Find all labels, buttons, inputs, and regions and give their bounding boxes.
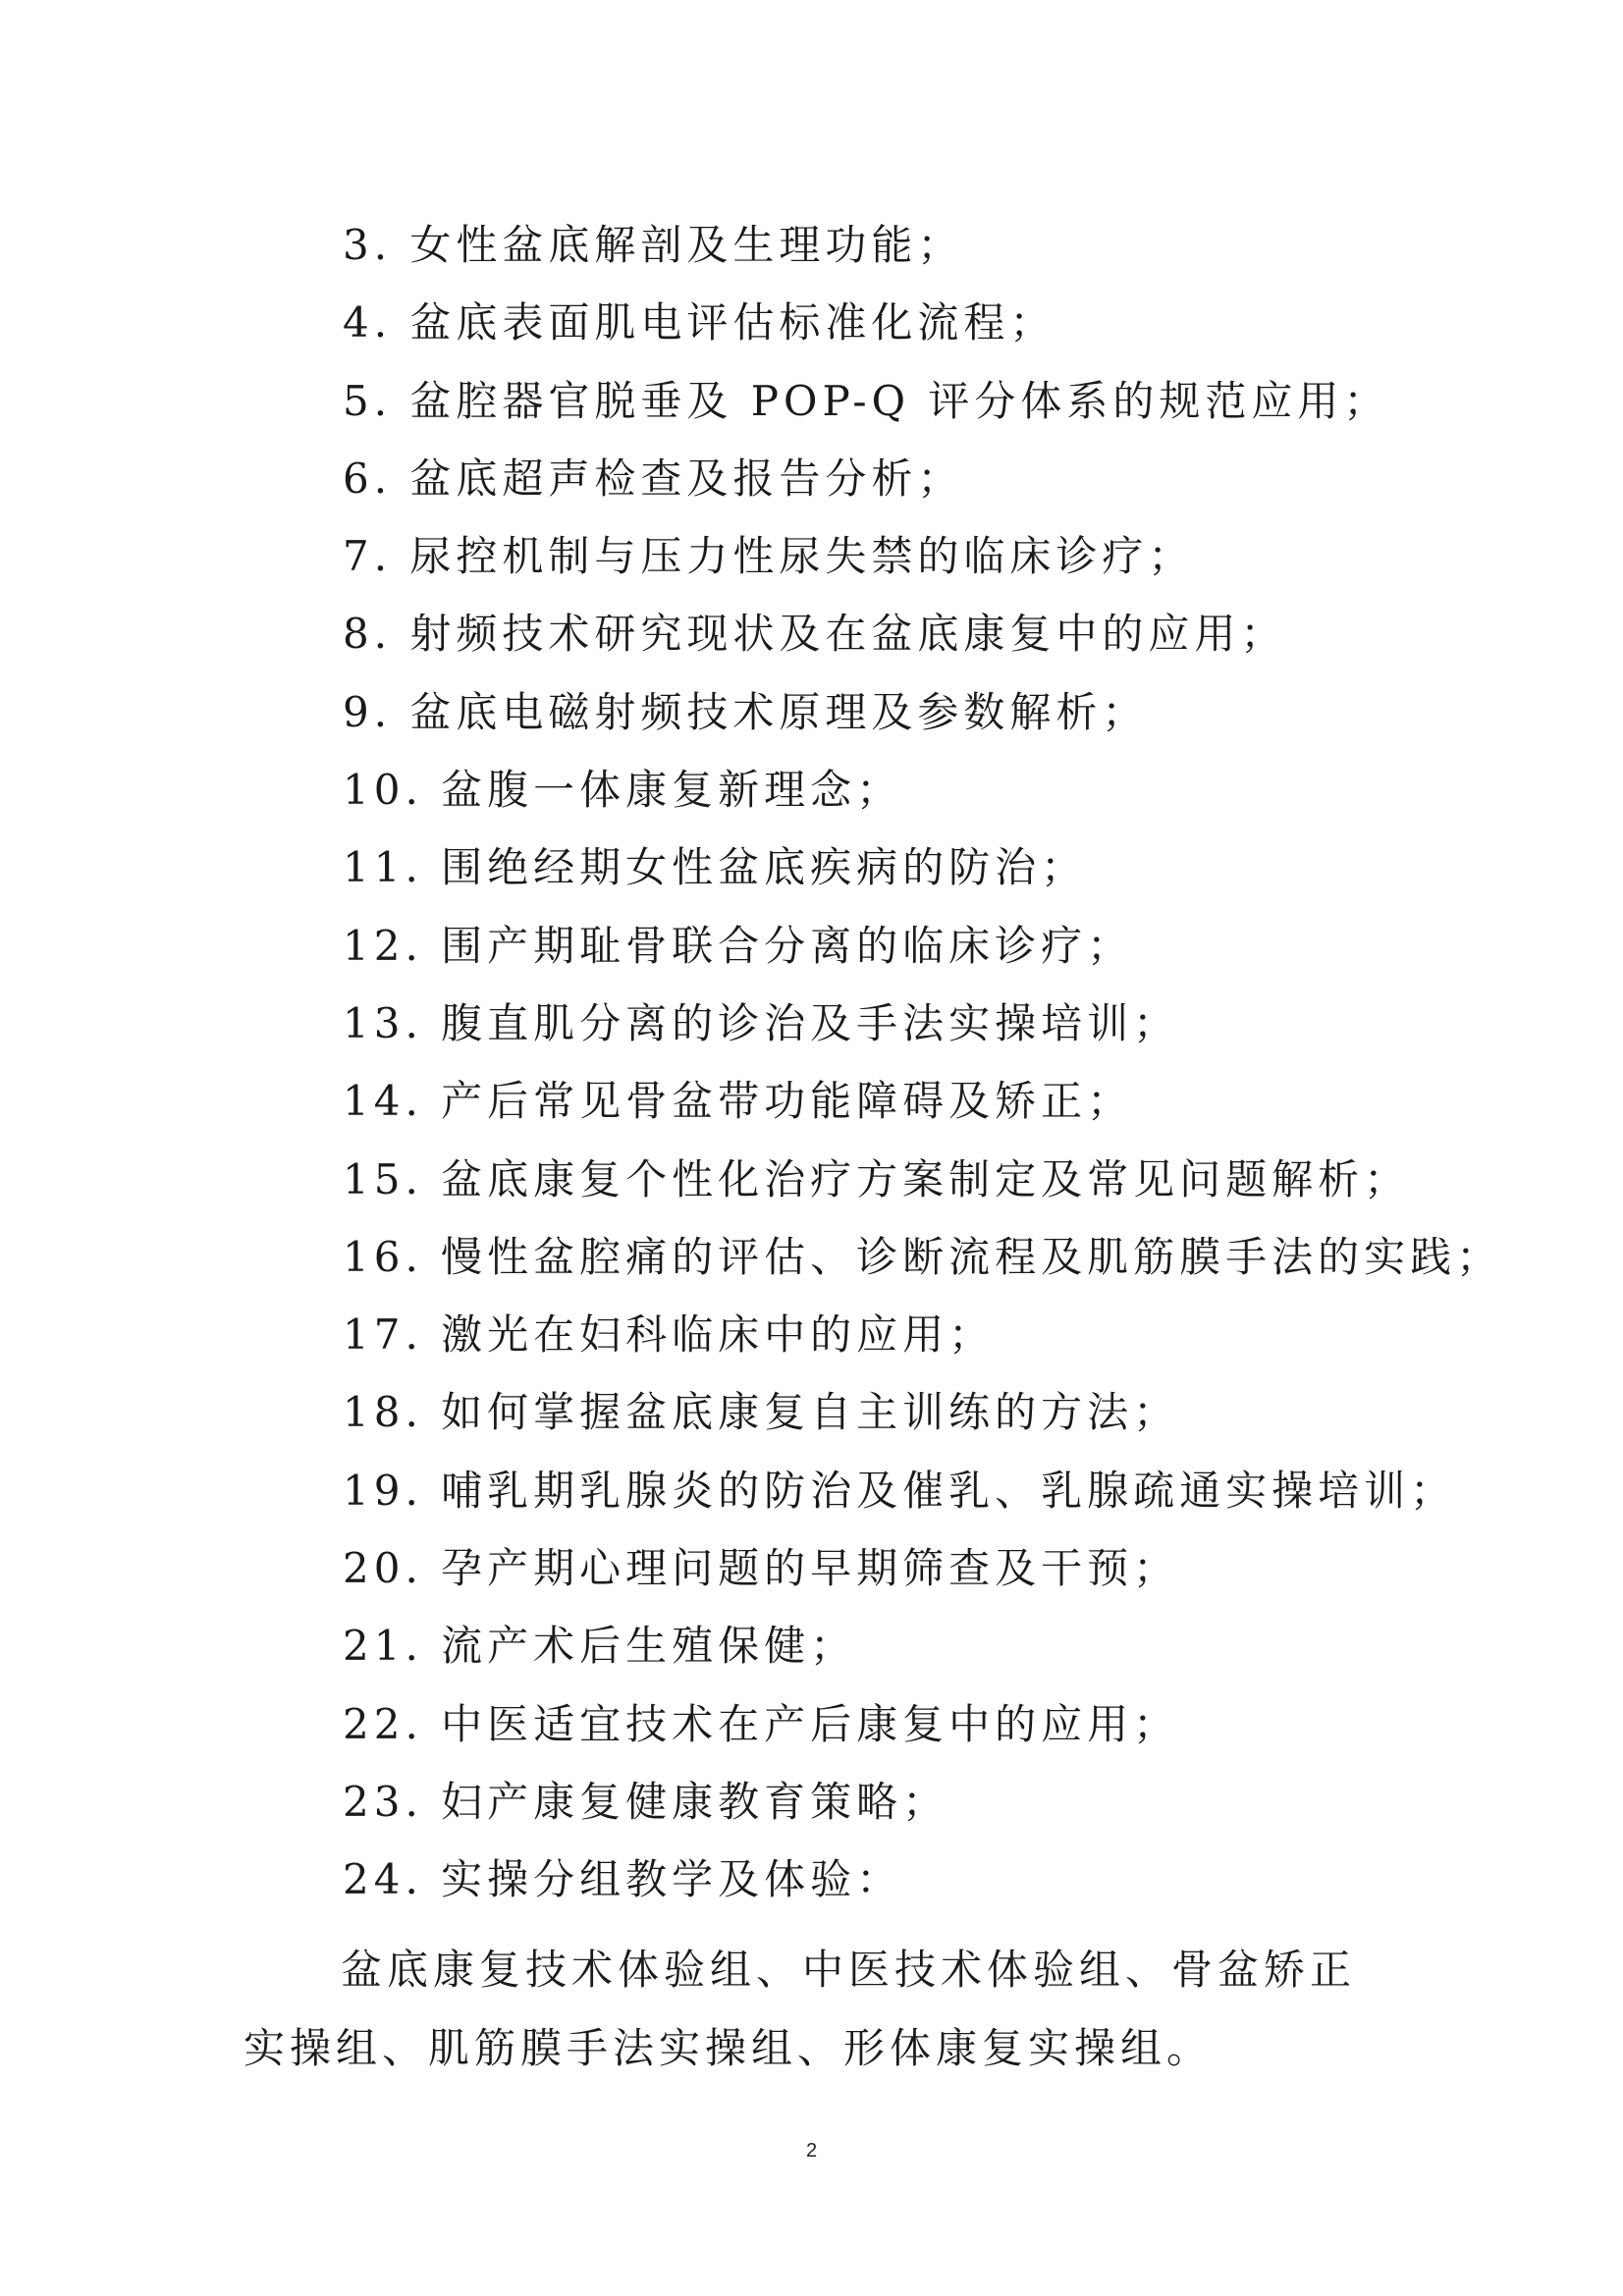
list-item: 8. 射频技术研究现状及在盆底康复中的应用； [343, 610, 1287, 659]
list-item: 11. 围绝经期女性盆底疾病的防治； [343, 843, 1088, 892]
list-item: 20. 孕产期心理问题的早期筛查及干预； [343, 1544, 1180, 1593]
list-item: 4. 盆底表面肌电评估标准化流程； [343, 298, 1056, 347]
list-item: 5. 盆腔器官脱垂及 POP-Q 评分体系的规范应用； [343, 376, 1390, 425]
list-item: 24. 实操分组教学及体验： [343, 1855, 903, 1904]
list-item: 9. 盆底电磁射频技术原理及参数解析； [343, 687, 1149, 736]
training-topic-list [343, 218, 1502, 1931]
list-item: 19. 哺乳期乳腺炎的防治及催乳、乳腺疏通实操培训； [343, 1466, 1457, 1515]
list-item: 13. 腹直肌分离的诊治及手法实操培训； [343, 998, 1180, 1047]
list-item: 7. 尿控机制与压力性尿失禁的临床诊疗； [343, 532, 1195, 581]
page-number: 2 [805, 2140, 818, 2162]
list-item: 16. 慢性盆腔痛的评估、诊断流程及肌筋膜手法的实践； [343, 1232, 1503, 1281]
list-item: 6. 盆底超声检查及报告分析； [343, 454, 964, 503]
list-item: 18. 如何掌握盆底康复自主训练的方法； [343, 1388, 1180, 1437]
list-item: 12. 围产期耻骨联合分离的临床诊疗； [343, 921, 1134, 970]
list-item: 17. 激光在妇科临床中的应用； [343, 1310, 996, 1360]
list-item: 15. 盆底康复个性化治疗方案制定及常见问题解析； [343, 1154, 1411, 1203]
list-item: 22. 中医适宜技术在产后康复中的应用； [343, 1699, 1180, 1748]
practice-groups-paragraph: 盆底康复技术体验组、中医技术体验组、骨盆矫正实操组、肌筋膜手法实操组、形体康复实操组。 [243, 1946, 1357, 2072]
list-item: 21. 流产术后生殖保健； [343, 1622, 857, 1671]
list-item: 14. 产后常见骨盆带功能障碍及矫正； [343, 1077, 1134, 1126]
list-item: 23. 妇产康复健康教育策略； [343, 1777, 949, 1826]
list-item: 3. 女性盆底解剖及生理功能； [343, 221, 964, 269]
list-item: 10. 盆腹一体康复新理念； [343, 766, 903, 815]
